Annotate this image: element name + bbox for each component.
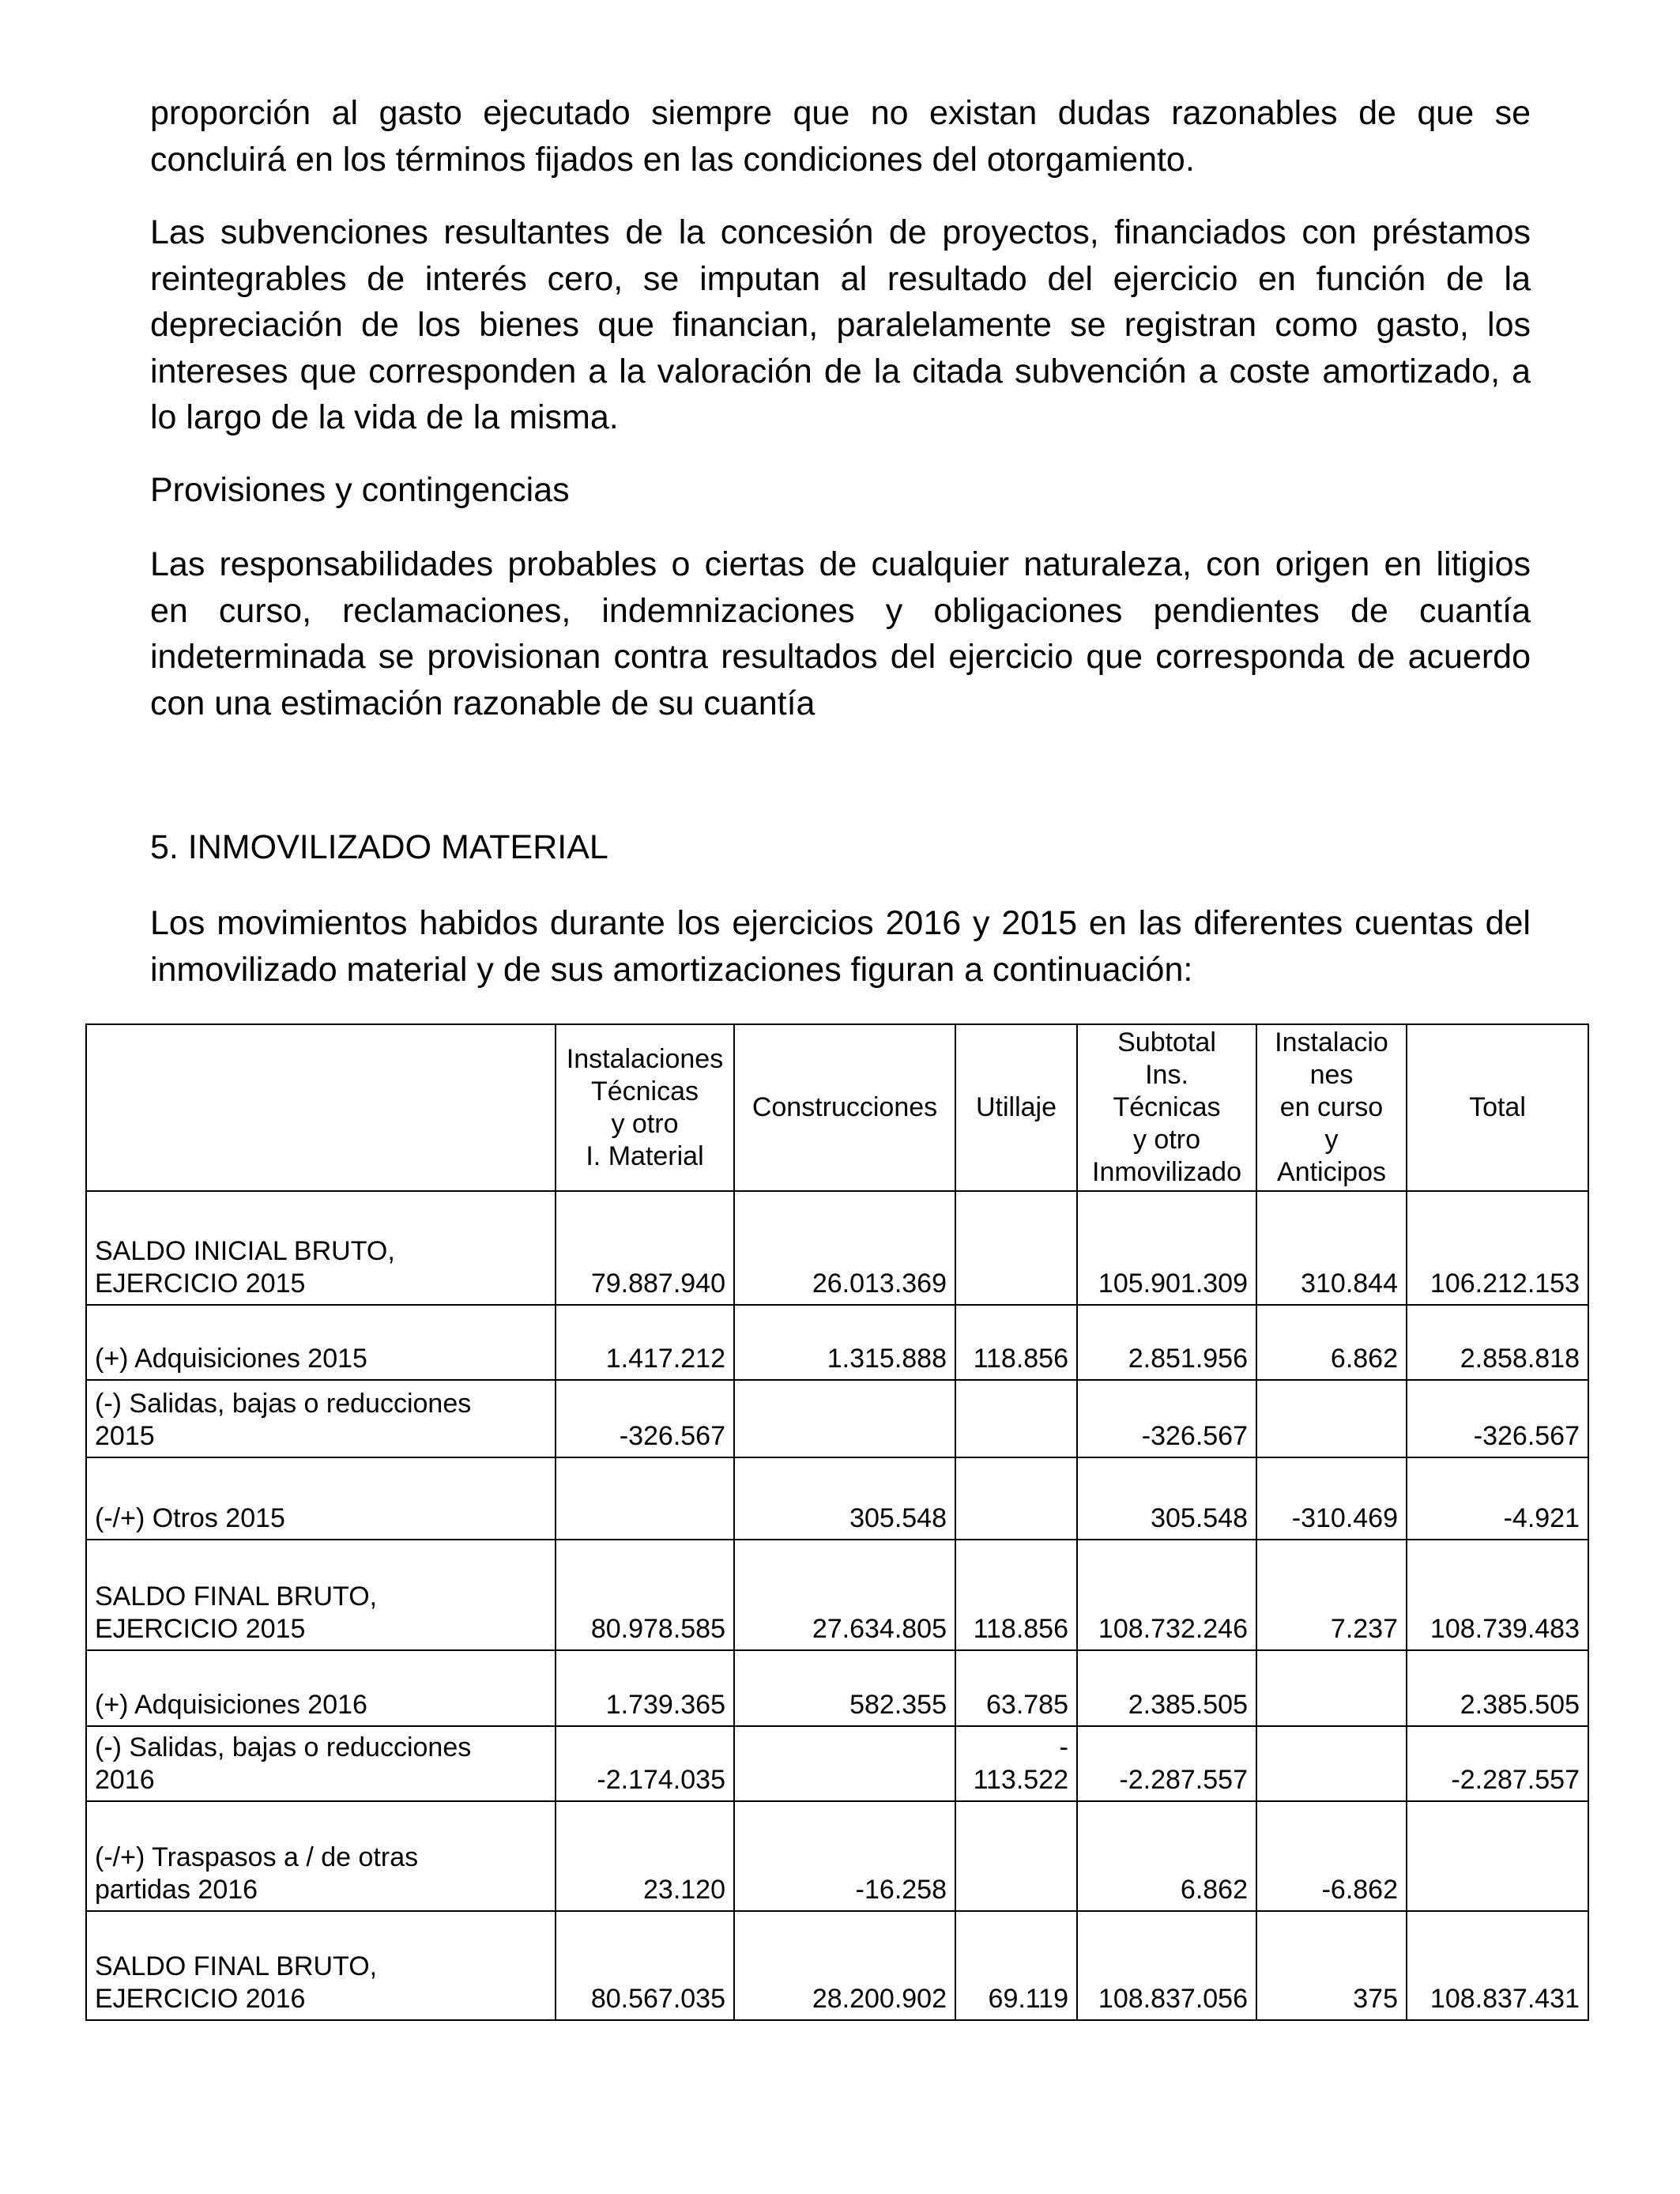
row-label: (-/+) Traspasos a / de otras partidas 2016 — [86, 1801, 556, 1911]
row-label: (+) Adquisiciones 2015 — [86, 1305, 556, 1380]
table-row — [86, 1540, 1588, 1650]
table-cell: 1.739.365 — [556, 1650, 734, 1726]
table-cell: 1.417.212 — [556, 1305, 734, 1380]
text-line: Los movimientos habidos durante los ejercicios 2016 y 2015 en las diferentes cuentas del — [150, 904, 1531, 942]
table-header-cell: Subtotal Ins. Técnicas y otro Inmovilizado — [1077, 1024, 1256, 1191]
text-line: intereses que corresponden a la valoración de la citada subvención a coste amortizado, a — [150, 352, 1531, 390]
table-cell: 108.837.056 — [1077, 1911, 1256, 2020]
table-cell: 108.732.246 — [1077, 1540, 1256, 1650]
table-cell: -310.469 — [1256, 1457, 1407, 1540]
text-line: con una estimación razonable de su cuantía — [150, 684, 816, 722]
table-cell: 305.548 — [734, 1457, 955, 1540]
table-cell: 6.862 — [1077, 1801, 1256, 1911]
table-cell: 118.856 — [955, 1540, 1077, 1650]
section-title-text: 5. INMOVILIZADO MATERIAL — [150, 828, 608, 866]
text-line: Las responsabilidades probables o ciertas de cualquier naturaleza, con origen en litigios — [150, 545, 1531, 583]
table-cell: 118.856 — [955, 1305, 1077, 1380]
table-cell: 2.858.818 — [1407, 1305, 1588, 1380]
table-row — [86, 1911, 1588, 2020]
paragraph-provisions — [150, 541, 1531, 726]
table-cell: 27.634.805 — [734, 1540, 955, 1650]
paragraph-subsidies — [150, 209, 1531, 441]
table-cell: 305.548 — [1077, 1457, 1256, 1540]
table-header-cell: Instalaciones Técnicas y otro I. Material — [556, 1024, 734, 1191]
table-cell: -326.567 — [1407, 1380, 1588, 1457]
table-header-cell: Instalacio nes en curso y Anticipos — [1256, 1024, 1407, 1191]
row-label: SALDO FINAL BRUTO, EJERCICIO 2015 — [86, 1540, 556, 1650]
table-row — [86, 1380, 1588, 1457]
table-cell: 108.837.431 — [1407, 1911, 1588, 2020]
table-cell — [1256, 1380, 1407, 1457]
text-line: concluirá en los términos fijados en las condiciones del otorgamiento. — [150, 140, 1195, 179]
table-cell: 106.212.153 — [1407, 1191, 1588, 1305]
table-row — [86, 1650, 1588, 1726]
table-row — [86, 1191, 1588, 1305]
provisions-heading — [150, 467, 1531, 514]
text-line: en curso, reclamaciones, indemnizaciones y obligaciones pendientes de cuantía — [150, 591, 1531, 630]
row-label: SALDO FINAL BRUTO, EJERCICIO 2016 — [86, 1911, 556, 2020]
table-cell — [734, 1726, 955, 1801]
table-cell: 79.887.940 — [556, 1191, 734, 1305]
table-cell: -326.567 — [1077, 1380, 1256, 1457]
table-row — [86, 1801, 1588, 1911]
table-header-cell: Total — [1407, 1024, 1588, 1191]
row-label: (-/+) Otros 2015 — [86, 1457, 556, 1540]
table-cell — [955, 1457, 1077, 1540]
text-line: depreciación de los bienes que financian, paralelamente se registran como gasto, los — [150, 306, 1531, 344]
table-row — [86, 1305, 1588, 1380]
table-cell: 80.978.585 — [556, 1540, 734, 1650]
table-cell: 28.200.902 — [734, 1911, 955, 2020]
table-cell: 582.355 — [734, 1650, 955, 1726]
table-cell: 63.785 — [955, 1650, 1077, 1726]
table-cell — [1256, 1726, 1407, 1801]
table-cell: 6.862 — [1256, 1305, 1407, 1380]
table-cell — [1256, 1650, 1407, 1726]
table-cell: 23.120 — [556, 1801, 734, 1911]
text-line: Las subvenciones resultantes de la concesión de proyectos, financiados con préstamos — [150, 213, 1531, 251]
table-cell: -6.862 — [1256, 1801, 1407, 1911]
table-cell: 69.119 — [955, 1911, 1077, 2020]
table-cell: 375 — [1256, 1911, 1407, 2020]
table-header-row — [86, 1024, 1588, 1191]
table-row — [86, 1726, 1588, 1801]
fixed-assets-movements-table — [85, 1023, 1589, 2021]
table-cell — [955, 1191, 1077, 1305]
table-cell — [955, 1801, 1077, 1911]
table-cell — [556, 1457, 734, 1540]
text-line: inmovilizado material y de sus amortizaciones figuran a continuación: — [150, 950, 1193, 989]
table-cell: -2.287.557 — [1407, 1726, 1588, 1801]
text-line: proporción al gasto ejecutado siempre que no existan dudas razonables de que se — [150, 94, 1531, 132]
table-cell: -2.174.035 — [556, 1726, 734, 1801]
table-cell: -326.567 — [556, 1380, 734, 1457]
row-label: (-) Salidas, bajas o reducciones 2015 — [86, 1380, 556, 1457]
table-cell: 310.844 — [1256, 1191, 1407, 1305]
table-cell: 2.851.956 — [1077, 1305, 1256, 1380]
text-line: indeterminada se provisionan contra resultados del ejercicio que corresponda de acuerdo — [150, 638, 1531, 676]
table-row — [86, 1457, 1588, 1540]
text-line: lo largo de la vida de la misma. — [150, 398, 619, 436]
table-cell — [1407, 1801, 1588, 1911]
table-cell: 2.385.505 — [1407, 1650, 1588, 1726]
table-cell: 7.237 — [1256, 1540, 1407, 1650]
table-cell — [955, 1380, 1077, 1457]
table-cell: -2.287.557 — [1077, 1726, 1256, 1801]
paragraph-movements-intro — [150, 900, 1531, 993]
table-cell — [734, 1380, 955, 1457]
paragraph-grant-allocation — [150, 90, 1531, 183]
heading-text: Provisiones y contingencias — [150, 471, 570, 509]
table-cell: - 113.522 — [955, 1726, 1077, 1801]
table-cell: 1.315.888 — [734, 1305, 955, 1380]
table-cell: 80.567.035 — [556, 1911, 734, 2020]
section-title — [150, 824, 1531, 871]
row-label: (-) Salidas, bajas o reducciones 2016 — [86, 1726, 556, 1801]
table-cell: 2.385.505 — [1077, 1650, 1256, 1726]
row-label: SALDO INICIAL BRUTO, EJERCICIO 2015 — [86, 1191, 556, 1305]
table-cell: 105.901.309 — [1077, 1191, 1256, 1305]
row-label: (+) Adquisiciones 2016 — [86, 1650, 556, 1726]
table-header-corner — [86, 1024, 556, 1191]
text-line: reintegrables de interés cero, se imputan al resultado del ejercicio en función de la — [150, 259, 1531, 298]
table-header-cell: Construcciones — [734, 1024, 955, 1191]
table-header-cell: Utillaje — [955, 1024, 1077, 1191]
table-cell: 26.013.369 — [734, 1191, 955, 1305]
table-cell: -16.258 — [734, 1801, 955, 1911]
table-cell: -4.921 — [1407, 1457, 1588, 1540]
table-cell: 108.739.483 — [1407, 1540, 1588, 1650]
